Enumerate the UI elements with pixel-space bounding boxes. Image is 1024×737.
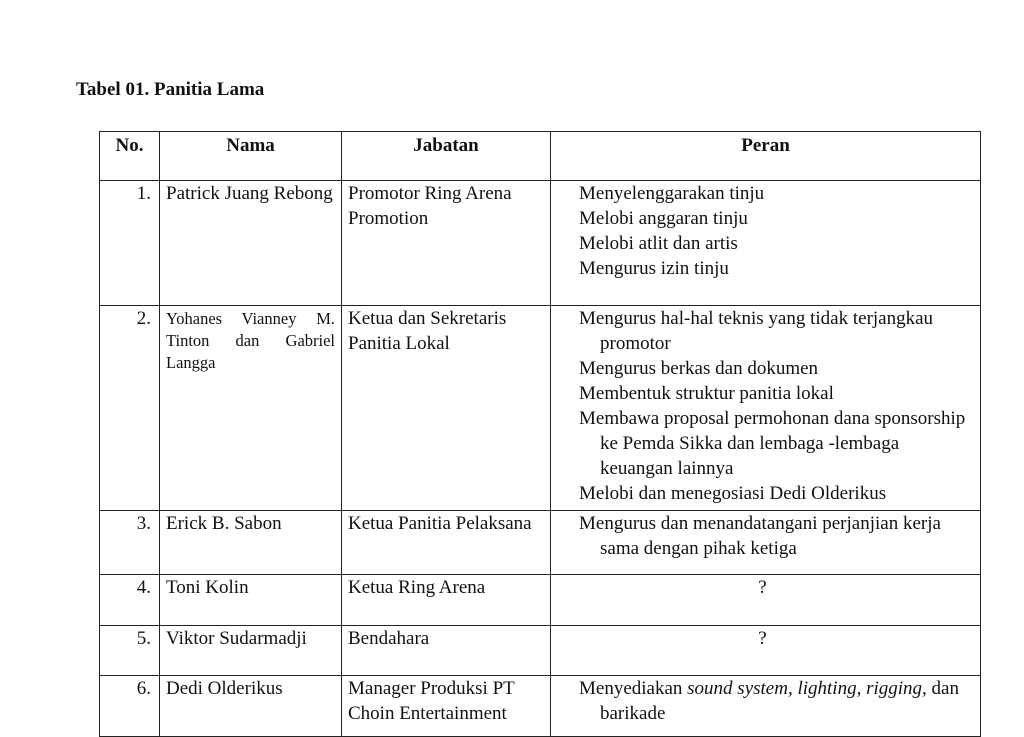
row-nama: Viktor Sudarmadji <box>160 626 342 676</box>
header-jabatan: Jabatan <box>342 132 551 181</box>
peran-item: Membentuk struktur panitia lokal <box>579 383 834 404</box>
row-number: 2. <box>100 306 160 511</box>
row-peran <box>551 306 981 511</box>
row-jabatan: Promotor Ring Arena Promotion <box>342 181 551 306</box>
peran-item: Mengurus hal-hal teknis yang tidak terjangkau promotor <box>579 308 934 354</box>
row-number: 1. <box>100 181 160 306</box>
peran-item: Mengurus izin tinju <box>579 258 729 279</box>
header-peran: Peran <box>551 132 981 181</box>
row-jabatan: Bendahara <box>342 626 551 676</box>
committee-table <box>99 131 981 737</box>
peran-italic-text: sound system, lighting, <box>687 678 862 699</box>
row-peran <box>551 676 981 737</box>
peran-item: Mengurus berkas dan dokumen <box>579 358 819 379</box>
table-row <box>100 676 981 737</box>
row-number: 4. <box>100 575 160 626</box>
peran-item: Melobi atlit dan artis <box>579 233 738 254</box>
peran-item: Mengurus dan menandatangani perjanjian kerja sama dengan pihak ketiga <box>579 513 941 559</box>
table-caption: Tabel 01. Panitia Lama <box>76 79 265 100</box>
row-nama: Erick B. Sabon <box>160 511 342 575</box>
peran-italic-text: rigging, <box>866 678 927 699</box>
row-number: 5. <box>100 626 160 676</box>
row-jabatan: Ketua Panitia Pelaksana <box>342 511 551 575</box>
row-nama: Yohanes Vianney M. Tinton dan Gabriel Langga <box>160 306 342 511</box>
table-row <box>100 511 981 575</box>
row-number: 6. <box>100 676 160 737</box>
row-nama: Toni Kolin <box>160 575 342 626</box>
peran-item: Menyelenggarakan tinju <box>579 183 765 204</box>
row-jabatan: Ketua dan Sekretaris Panitia Lokal <box>342 306 551 511</box>
row-peran: ? <box>551 626 981 676</box>
peran-item: Membawa proposal permohonan dana sponsorship ke Pemda Sikka dan lembaga -lembaga keuangan lainnya <box>579 408 966 479</box>
table-row <box>100 306 981 511</box>
peran-item: Melobi dan menegosiasi Dedi Olderikus <box>579 483 887 504</box>
table-row <box>100 181 981 306</box>
table-header-row <box>100 132 981 181</box>
row-peran: ? <box>551 575 981 626</box>
row-jabatan: Manager Produksi PT Choin Entertainment <box>342 676 551 737</box>
row-peran <box>551 511 981 575</box>
row-nama: Patrick Juang Rebong <box>160 181 342 306</box>
peran-item: Melobi anggaran tinju <box>579 208 748 229</box>
row-nama: Dedi Olderikus <box>160 676 342 737</box>
header-no: No. <box>100 132 160 181</box>
table-row <box>100 626 981 676</box>
peran-item <box>579 676 974 726</box>
peran-text: Menyediakan <box>579 678 688 699</box>
row-jabatan: Ketua Ring Arena <box>342 575 551 626</box>
table-row <box>100 575 981 626</box>
row-peran <box>551 181 981 306</box>
row-number: 3. <box>100 511 160 575</box>
peran-text: dan barikade <box>600 678 959 724</box>
header-nama: Nama <box>160 132 342 181</box>
